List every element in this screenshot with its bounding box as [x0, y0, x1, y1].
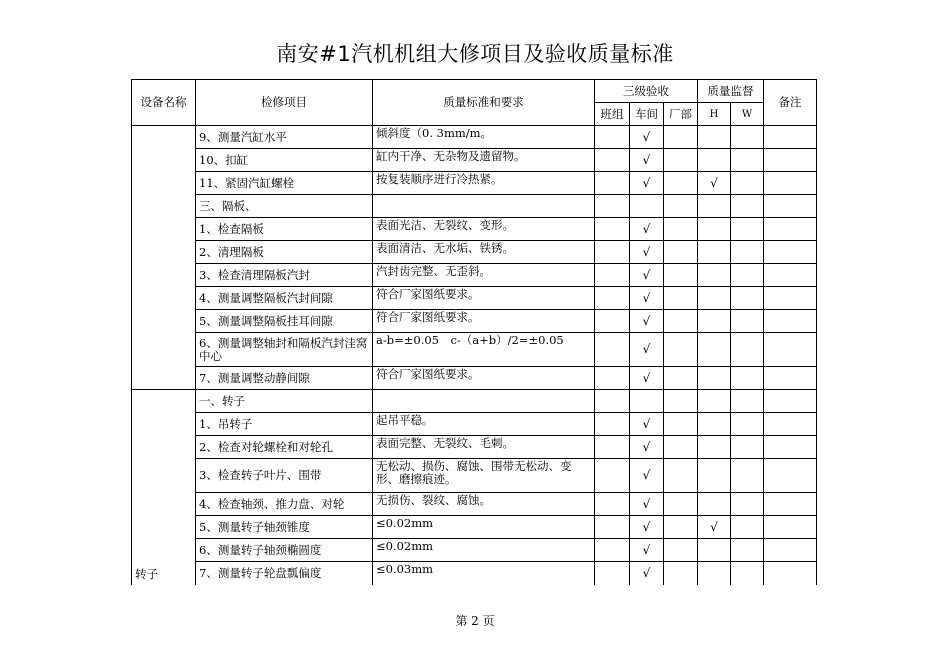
standard-cell: 倾斜度（0. 3mm/m。 — [373, 126, 595, 149]
w-cell — [731, 333, 764, 367]
header-device: 设备名称 — [132, 80, 196, 126]
team-cell — [595, 436, 630, 459]
team-cell — [595, 413, 630, 436]
header-three-level: 三级验收 — [595, 80, 698, 103]
h-check — [698, 539, 731, 562]
header-team: 班组 — [595, 103, 630, 126]
team-cell — [595, 195, 630, 218]
standard-cell: 符合厂家图纸要求。 — [373, 367, 595, 390]
workshop-check: √ — [630, 459, 664, 493]
team-cell — [595, 172, 630, 195]
w-cell — [731, 539, 764, 562]
item-cell: 5、测量调整隔板挂耳间隙 — [196, 310, 373, 333]
team-cell — [595, 562, 630, 585]
header-h: H — [698, 103, 731, 126]
w-cell — [731, 264, 764, 287]
workshop-check: √ — [630, 126, 664, 149]
remark-cell — [764, 539, 817, 562]
h-check — [698, 367, 731, 390]
w-cell — [731, 459, 764, 493]
team-cell — [595, 126, 630, 149]
device-cell — [132, 126, 196, 390]
factory-cell — [664, 539, 698, 562]
remark-cell — [764, 264, 817, 287]
item-cell: 1、检查隔板 — [196, 218, 373, 241]
table-row — [132, 264, 817, 287]
remark-cell — [764, 287, 817, 310]
factory-cell — [664, 516, 698, 539]
w-cell — [731, 436, 764, 459]
factory-cell — [664, 562, 698, 585]
factory-cell — [664, 264, 698, 287]
w-cell — [731, 287, 764, 310]
w-cell — [731, 149, 764, 172]
w-cell — [731, 493, 764, 516]
remark-cell — [764, 516, 817, 539]
standard-cell: 汽封齿完整、无歪斜。 — [373, 264, 595, 287]
device-cell-rotor: 转子 — [132, 390, 196, 585]
workshop-check: √ — [630, 287, 664, 310]
item-cell: 一、转子 — [196, 390, 373, 413]
factory-cell — [664, 287, 698, 310]
w-cell — [731, 390, 764, 413]
team-cell — [595, 218, 630, 241]
standard-cell — [373, 390, 595, 413]
item-cell: 7、测量转子轮盘瓢偏度 — [196, 562, 373, 585]
workshop-check: √ — [630, 172, 664, 195]
standard-cell: ≤0.02mm — [373, 539, 595, 562]
workshop-check: √ — [630, 493, 664, 516]
table-row — [132, 126, 817, 149]
header-w: W — [731, 103, 764, 126]
w-cell — [731, 241, 764, 264]
remark-cell — [764, 413, 817, 436]
remark-cell — [764, 436, 817, 459]
table-row — [132, 436, 817, 459]
remark-cell — [764, 333, 817, 367]
standard-cell: 无损伤、裂纹、腐蚀。 — [373, 493, 595, 516]
workshop-check: √ — [630, 218, 664, 241]
standard-cell: a-b=±0.05 c-（a+b）/2=±0.05 — [373, 333, 595, 367]
header-standard: 质量标准和要求 — [373, 80, 595, 126]
item-cell: 6、测量调整轴封和隔板汽封洼窝中心 — [196, 333, 373, 367]
standard-cell: 表面完整、无裂纹、毛刺。 — [373, 436, 595, 459]
item-cell: 7、测量调整动静间隙 — [196, 367, 373, 390]
h-check: √ — [698, 516, 731, 539]
team-cell — [595, 390, 630, 413]
workshop-check: √ — [630, 413, 664, 436]
factory-cell — [664, 459, 698, 493]
h-check — [698, 287, 731, 310]
item-cell: 10、扣缸 — [196, 149, 373, 172]
header-item: 检修项目 — [196, 80, 373, 126]
factory-cell — [664, 333, 698, 367]
w-cell — [731, 413, 764, 436]
w-cell — [731, 195, 764, 218]
w-cell — [731, 310, 764, 333]
item-cell: 4、检查轴颈、推力盘、对轮 — [196, 493, 373, 516]
standard-cell — [373, 195, 595, 218]
workshop-check: √ — [630, 149, 664, 172]
item-cell: 2、清理隔板 — [196, 241, 373, 264]
h-check — [698, 459, 731, 493]
factory-cell — [664, 241, 698, 264]
standard-cell: 表面光洁、无裂纹、变形。 — [373, 218, 595, 241]
team-cell — [595, 241, 630, 264]
factory-cell — [664, 390, 698, 413]
w-cell — [731, 516, 764, 539]
table-row — [132, 241, 817, 264]
factory-cell — [664, 413, 698, 436]
h-check — [698, 562, 731, 585]
remark-cell — [764, 149, 817, 172]
remark-cell — [764, 218, 817, 241]
table-row — [132, 310, 817, 333]
workshop-check: √ — [630, 516, 664, 539]
item-cell: 3、检查清理隔板汽封 — [196, 264, 373, 287]
team-cell — [595, 459, 630, 493]
standard-cell: 按复装顺序进行冷热紧。 — [373, 172, 595, 195]
item-cell: 三、隔板、 — [196, 195, 373, 218]
h-check: √ — [698, 172, 731, 195]
remark-cell — [764, 195, 817, 218]
item-cell: 1、吊转子 — [196, 413, 373, 436]
standard-cell: 符合厂家图纸要求。 — [373, 310, 595, 333]
team-cell — [595, 516, 630, 539]
h-check — [698, 493, 731, 516]
h-check — [698, 218, 731, 241]
table-row — [132, 516, 817, 539]
header-quality: 质量监督 — [698, 80, 764, 103]
team-cell — [595, 149, 630, 172]
workshop-check — [630, 390, 664, 413]
standard-cell: 无松动、损伤、腐蚀、围带无松动、变形、磨擦痕迹。 — [373, 459, 595, 493]
remark-cell — [764, 459, 817, 493]
table-row — [132, 149, 817, 172]
h-check — [698, 126, 731, 149]
item-cell: 4、测量调整隔板汽封间隙 — [196, 287, 373, 310]
item-cell: 11、紧固汽缸螺栓 — [196, 172, 373, 195]
remark-cell — [764, 310, 817, 333]
workshop-check: √ — [630, 367, 664, 390]
page-title: 南安#1汽机机组大修项目及验收质量标准 — [276, 42, 674, 66]
h-check — [698, 413, 731, 436]
remark-cell — [764, 493, 817, 516]
remark-cell — [764, 390, 817, 413]
factory-cell — [664, 172, 698, 195]
w-cell — [731, 218, 764, 241]
workshop-check: √ — [630, 333, 664, 367]
inspection-table — [131, 79, 817, 585]
table-row — [132, 413, 817, 436]
h-check — [698, 310, 731, 333]
remark-cell — [764, 562, 817, 585]
standard-cell: ≤0.02mm — [373, 516, 595, 539]
h-check — [698, 264, 731, 287]
factory-cell — [664, 218, 698, 241]
team-cell — [595, 539, 630, 562]
w-cell — [731, 172, 764, 195]
factory-cell — [664, 195, 698, 218]
h-check — [698, 333, 731, 367]
table-row — [132, 218, 817, 241]
team-cell — [595, 310, 630, 333]
factory-cell — [664, 149, 698, 172]
item-cell: 5、测量转子轴颈锥度 — [196, 516, 373, 539]
item-cell: 6、测量转子轴颈椭圆度 — [196, 539, 373, 562]
factory-cell — [664, 367, 698, 390]
workshop-check: √ — [630, 310, 664, 333]
item-cell: 2、检查对轮螺栓和对轮孔 — [196, 436, 373, 459]
page-footer: 第 2 页 — [455, 614, 495, 628]
workshop-check: √ — [630, 562, 664, 585]
table-row — [132, 172, 817, 195]
team-cell — [595, 264, 630, 287]
standard-cell: ≤0.03mm — [373, 562, 595, 585]
h-check — [698, 241, 731, 264]
table-row — [132, 287, 817, 310]
table-row — [132, 367, 817, 390]
h-check — [698, 149, 731, 172]
factory-cell — [664, 126, 698, 149]
workshop-check: √ — [630, 539, 664, 562]
factory-cell — [664, 493, 698, 516]
team-cell — [595, 333, 630, 367]
remark-cell — [764, 241, 817, 264]
h-check — [698, 195, 731, 218]
h-check — [698, 436, 731, 459]
team-cell — [595, 287, 630, 310]
header-remark: 备注 — [764, 80, 817, 126]
team-cell — [595, 367, 630, 390]
header-factory: 厂部 — [664, 103, 698, 126]
standard-cell: 起吊平稳。 — [373, 413, 595, 436]
table-row — [132, 493, 817, 516]
factory-cell — [664, 310, 698, 333]
standard-cell: 缸内干净、无杂物及遗留物。 — [373, 149, 595, 172]
factory-cell — [664, 436, 698, 459]
remark-cell — [764, 172, 817, 195]
w-cell — [731, 367, 764, 390]
item-cell: 9、测量汽缸水平 — [196, 126, 373, 149]
table-row — [132, 459, 817, 493]
h-check — [698, 390, 731, 413]
w-cell — [731, 126, 764, 149]
table-row — [132, 390, 817, 413]
workshop-check: √ — [630, 436, 664, 459]
item-cell: 3、检查转子叶片、围带 — [196, 459, 373, 493]
workshop-check: √ — [630, 264, 664, 287]
remark-cell — [764, 126, 817, 149]
table-row — [132, 562, 817, 585]
standard-cell: 符合厂家图纸要求。 — [373, 287, 595, 310]
workshop-check — [630, 195, 664, 218]
remark-cell — [764, 367, 817, 390]
table-row — [132, 333, 817, 367]
table-row — [132, 539, 817, 562]
table-row — [132, 195, 817, 218]
header-workshop: 车间 — [630, 103, 664, 126]
workshop-check: √ — [630, 241, 664, 264]
standard-cell: 表面清洁、无水垢、铁锈。 — [373, 241, 595, 264]
w-cell — [731, 562, 764, 585]
team-cell — [595, 493, 630, 516]
